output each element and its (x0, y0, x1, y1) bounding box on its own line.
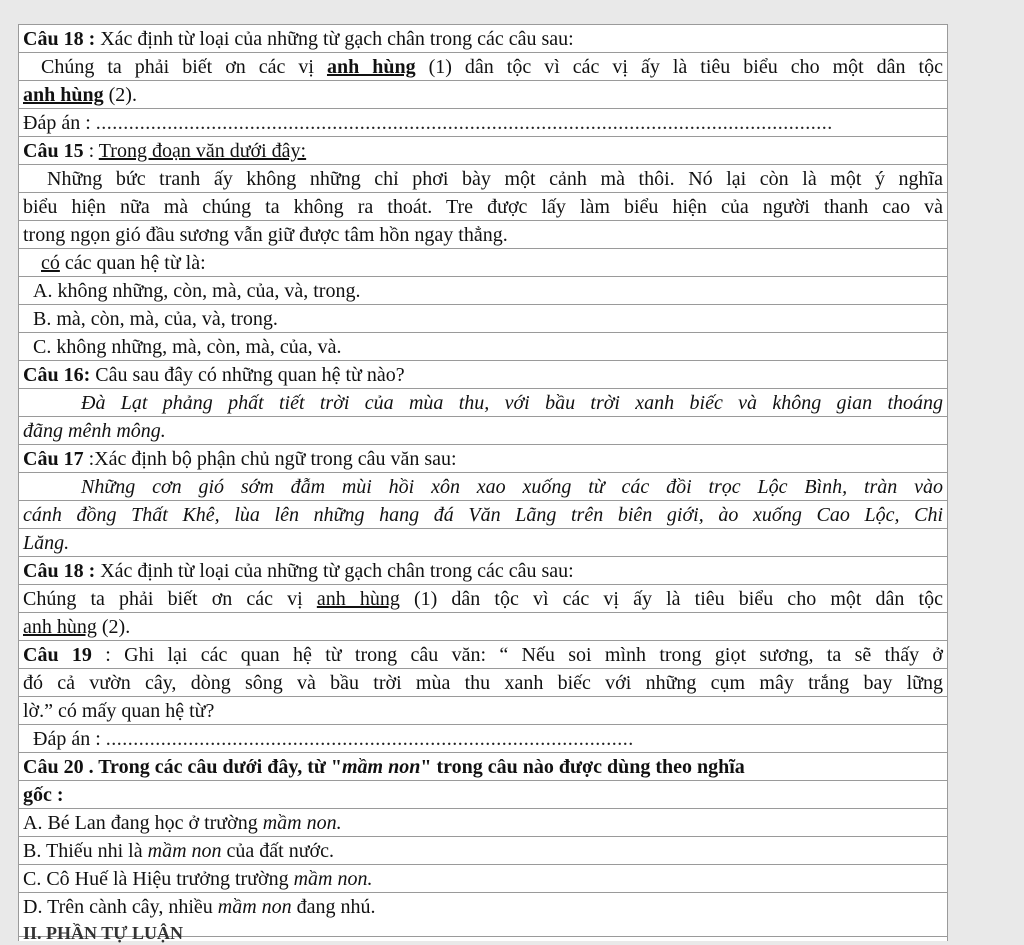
q18a-label: Câu 18 : (23, 28, 96, 50)
cut-off-heading-text: II. PHẦN TỰ LUẬN (23, 923, 184, 943)
q15-prompt: Trong đoạn văn dưới đây: (98, 140, 307, 162)
q20-option-a (19, 808, 947, 836)
q19-line1 (19, 640, 947, 668)
q16-sentence-line1: Đà Lạt phảng phất tiết trời của mùa thu, với bầu trời xanh biếc và không gian thoáng (19, 388, 947, 416)
q18a-underlined-word-2: anh hùng (23, 84, 104, 106)
q15-passage-line3: trong ngọn gió đầu sương vẫn giữ được tâm hồn ngay thẳng. (19, 220, 947, 248)
document-page (18, 24, 948, 941)
q19-answer-label: Đáp án : (33, 728, 106, 750)
q18a-prompt: Xác định từ loại của những từ gạch chân trong các câu sau: (95, 28, 574, 50)
q15-heading (19, 136, 947, 164)
q20-term: mầm non (342, 756, 421, 778)
q19-line3: lờ.” có mấy quan hệ từ? (19, 696, 947, 724)
q18a-s1: Chúng ta phải biết ơn các vị (41, 56, 327, 78)
q16-prompt: Câu sau đây có những quan hệ từ nào? (90, 364, 405, 386)
q20-p1: Câu 20 . Trong các câu dưới đây, từ " (23, 756, 342, 778)
q20-option-b (19, 836, 947, 864)
q20-option-d (19, 892, 947, 920)
q17-heading (19, 444, 947, 472)
q20-c2: mầm non. (293, 868, 373, 890)
q15-question-underlined: có (41, 252, 60, 274)
q17-sentence-line3: Lăng. (19, 528, 947, 556)
q19-answer-blank: ................................................................................................ (105, 728, 634, 750)
q15-label: Câu 15 (23, 140, 84, 162)
q18a-s3: (2). (103, 84, 137, 106)
q18b-s2: (1) dân tộc vì các vị ấy là tiêu biểu cho một dân tộc (399, 588, 943, 610)
q20-a1: A. Bé Lan đang học ở trường (23, 812, 263, 834)
q20-a2: mầm non. (262, 812, 342, 834)
q20-option-c (19, 864, 947, 892)
q17-prompt: :Xác định bộ phận chủ ngữ trong câu văn sau: (83, 448, 457, 470)
q16-heading (19, 360, 947, 388)
q18b-s3: (2). (96, 616, 131, 638)
q18b-underlined-word-2: anh hùng (23, 616, 97, 638)
q20-heading-line1 (19, 752, 947, 780)
q20-b1: B. Thiếu nhi là (23, 840, 148, 862)
q18a-answer-label: Đáp án : (23, 112, 96, 134)
q20-d1: D. Trên cành cây, nhiều (23, 896, 218, 918)
q18b-underlined-word-1: anh hùng (316, 588, 400, 610)
cut-off-next-heading (19, 923, 947, 945)
q16-label: Câu 16: (23, 364, 91, 386)
q20-b3: của đất nước. (221, 840, 334, 862)
q18a-sentence-line1 (19, 52, 947, 80)
q20-b2: mầm non (147, 840, 222, 862)
q18a-answer-line (19, 108, 947, 136)
q18b-sentence-line2 (19, 612, 947, 640)
q19-line2: đó cả vườn cây, dòng sông và bầu trời mùa thu xanh biếc với những cụm mây trắng bay lững (19, 668, 947, 696)
q15-question-rest: các quan hệ từ là: (59, 252, 206, 274)
q20-d2: mầm non (217, 896, 292, 918)
q18a-answer-blank: ...................................................................................................................................... (95, 112, 833, 134)
q15-prompt-sep: : (83, 140, 99, 162)
q15-option-c: C. không những, mà, còn, mà, của, và. (19, 332, 947, 360)
q17-label: Câu 17 (23, 448, 84, 470)
q18a-s2: (1) dân tộc vì các vị ấy là tiêu biểu cho một dân tộc (415, 56, 943, 78)
q19-label: Câu 19 (23, 644, 92, 666)
q18a-sentence-line2 (19, 80, 947, 108)
q15-passage-line1: Những bức tranh ấy không những chỉ phơi bày một cảnh mà thôi. Nó lại còn là một ý nghĩa (19, 164, 947, 192)
q18b-prompt: Xác định từ loại của những từ gạch chân trong các câu sau: (95, 560, 574, 582)
q15-option-a: A. không những, còn, mà, của, và, trong. (19, 276, 947, 304)
q18b-heading (19, 556, 947, 584)
q15-passage-line2: biểu hiện nữa mà chúng ta không ra thoát. Tre được lấy làm biểu hiện của người thanh cao và (19, 192, 947, 220)
q18a-heading (19, 24, 947, 52)
q20-d3: đang nhú. (291, 896, 376, 918)
q15-option-b: B. mà, còn, mà, của, và, trong. (19, 304, 947, 332)
q19-answer-line (19, 724, 947, 752)
q15-question (19, 248, 947, 276)
q18b-sentence-line1 (19, 584, 947, 612)
q20-heading-line2: gốc : (19, 780, 947, 808)
q18b-s1: Chúng ta phải biết ơn các vị (23, 588, 317, 610)
q18a-underlined-word-1: anh hùng (326, 56, 416, 78)
q17-sentence-line2: cánh đồng Thất Khê, lùa lên những hang đá Văn Lãng trên biên giới, ào xuống Cao Lộc, Chi (19, 500, 947, 528)
q18b-label: Câu 18 : (23, 560, 96, 582)
q20-p3: " trong câu nào được dùng theo nghĩa (420, 756, 745, 778)
q16-sentence-line2: đãng mênh mông. (19, 416, 947, 444)
q19-text1: : Ghi lại các quan hệ từ trong câu văn: “ Nếu soi mình trong giọt sương, ta sẽ thấy ở (91, 644, 943, 666)
q17-sentence-line1: Những cơn gió sớm đẫm mùi hồi xôn xao xuống từ các đồi trọc Lộc Bình, tràn vào (19, 472, 947, 500)
q20-c1: C. Cô Huế là Hiệu trưởng trường (23, 868, 294, 890)
